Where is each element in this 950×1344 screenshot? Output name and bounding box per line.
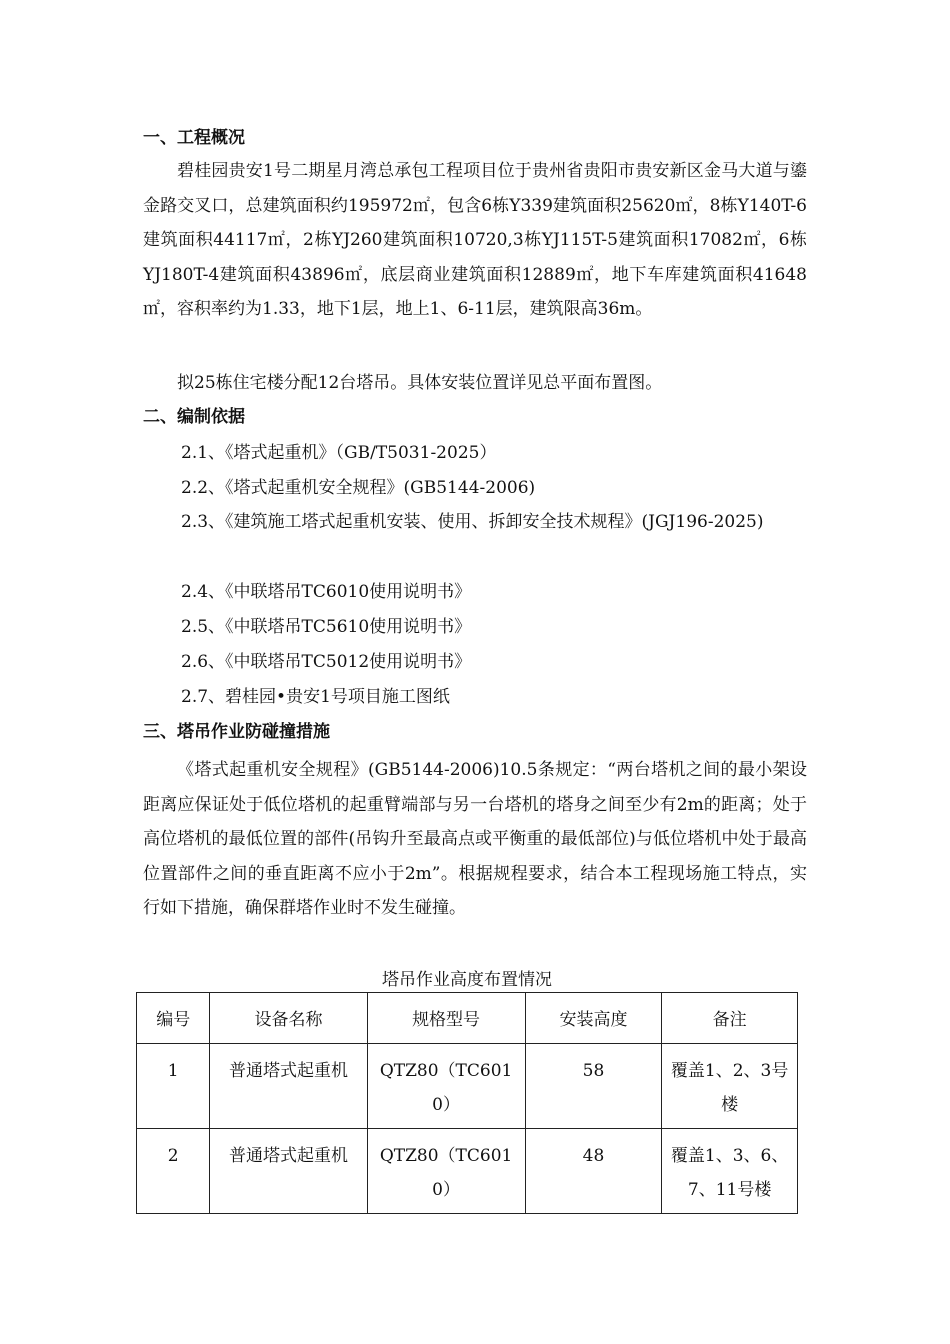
reference-item: 2.2、《塔式起重机安全规程》(GB5144-2006) <box>181 478 536 498</box>
reference-item: 2.6、《中联塔吊TC5012使用说明书》 <box>181 652 472 672</box>
cell-remarks: 覆盖1、2、3号楼 <box>662 1044 798 1129</box>
reference-item: 2.5、《中联塔吊TC5610使用说明书》 <box>181 617 472 637</box>
cell-number: 1 <box>137 1044 210 1129</box>
cell-model: QTZ80（TC6010） <box>367 1129 525 1214</box>
table-row <box>137 1129 798 1214</box>
reference-item: 2.4、《中联塔吊TC6010使用说明书》 <box>181 582 472 602</box>
reference-item: 2.1、《塔式起重机》（GB/T5031-2025） <box>181 443 497 463</box>
cell-install-height: 58 <box>525 1044 662 1129</box>
cell-number: 2 <box>137 1129 210 1214</box>
section-1-paragraph-1: 碧桂园贵安1号二期星月湾总承包工程项目位于贵州省贵阳市贵安新区金马大道与鎏金路交叉口，总建筑面积约195972㎡，包含6栋Y339建筑面积25620㎡，8栋Y140T-6建筑面积44117㎡，2栋YJ260建筑面积10720,3栋YJ115T-5建筑面积17082㎡，6栋YJ180T-4建筑面积43896㎡，底层商业建筑面积12889㎡，地下车库建筑面积41648㎡，容积率约为1.33，地下1层，地上1、6-11层，建筑限高36m。 <box>143 161 807 319</box>
column-header-equipment-name: 设备名称 <box>210 993 367 1044</box>
section-2-heading: 二、编制依据 <box>143 407 245 427</box>
table-header-row <box>137 993 798 1044</box>
section-3-paragraph-1: 《塔式起重机安全规程》(GB5144-2006)10.5条规定：“两台塔机之间的最小架设距离应保证处于低位塔机的起重臂端部与另一台塔机的塔身之间至少有2m的距离；处于高位塔机的最低位置的部件(吊钩升至最高点或平衡重的最低部位)与低位塔机中处于最高位置部件之间的垂直距离不应小于2m”。根据规程要求，结合本工程现场施工特点，实行如下措施，确保群塔作业时不发生碰撞。 <box>143 760 807 918</box>
reference-item: 2.7、碧桂园•贵安1号项目施工图纸 <box>181 687 450 707</box>
cell-install-height: 48 <box>525 1129 662 1214</box>
table-caption: 塔吊作业高度布置情况 <box>382 970 552 990</box>
column-header-model: 规格型号 <box>367 993 525 1044</box>
column-header-number: 编号 <box>137 993 210 1044</box>
column-header-remarks: 备注 <box>662 993 798 1044</box>
reference-item: 2.3、《建筑施工塔式起重机安装、使用、拆卸安全技术规程》(JGJ196-2025) <box>181 512 764 532</box>
column-header-install-height: 安装高度 <box>525 993 662 1044</box>
section-1-heading: 一、工程概况 <box>143 128 245 148</box>
cell-equipment-name: 普通塔式起重机 <box>210 1044 367 1129</box>
table-row <box>137 1044 798 1129</box>
section-3-heading: 三、塔吊作业防碰撞措施 <box>143 722 330 742</box>
cell-equipment-name: 普通塔式起重机 <box>210 1129 367 1214</box>
tower-crane-height-table <box>136 992 798 1214</box>
cell-model: QTZ80（TC6010） <box>367 1044 525 1129</box>
section-1-paragraph-2: 拟25栋住宅楼分配12台塔吊。具体安装位置详见总平面布置图。 <box>177 373 663 393</box>
cell-remarks: 覆盖1、3、6、7、11号楼 <box>662 1129 798 1214</box>
